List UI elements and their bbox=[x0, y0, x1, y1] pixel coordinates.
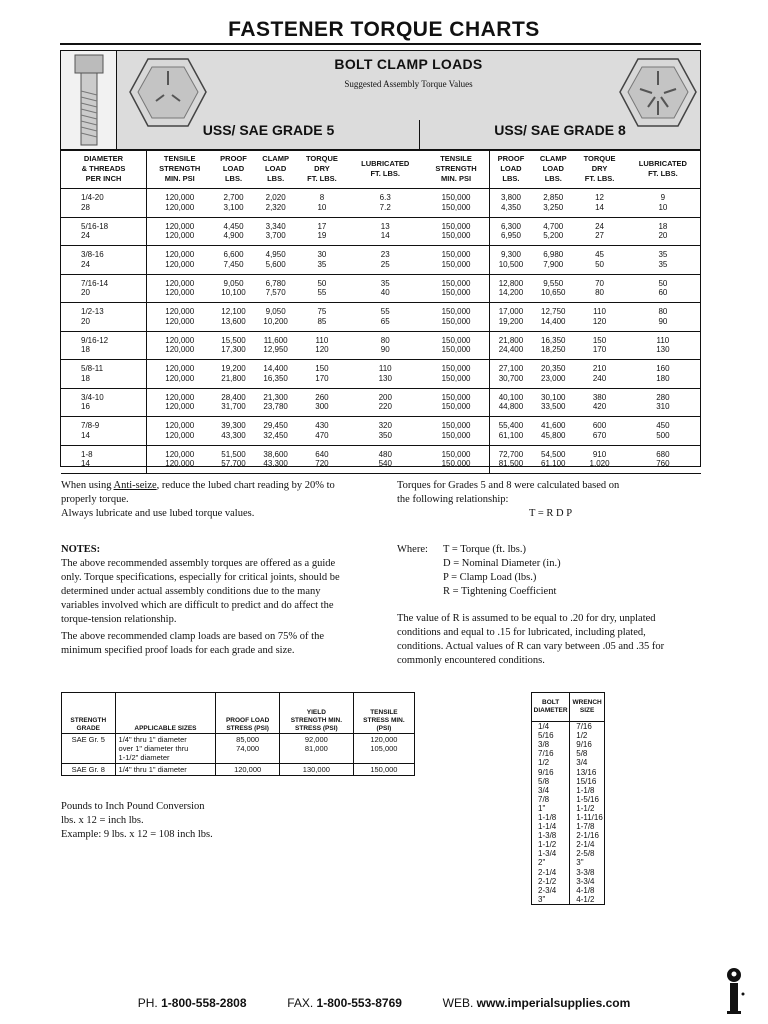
strength-col-header: APPLICABLE SIZES bbox=[115, 693, 216, 734]
table-cell: 4-1/2 bbox=[570, 895, 605, 905]
table-cell: 120,000 120,000 bbox=[147, 303, 213, 332]
table-cell: 200 220 bbox=[347, 388, 423, 417]
formula-definitions bbox=[443, 543, 703, 599]
table-row bbox=[61, 217, 701, 246]
table-cell: 3/4 bbox=[532, 786, 570, 795]
table-row bbox=[62, 734, 415, 764]
table-cell: 150,000 150,000 bbox=[423, 417, 489, 446]
table-cell: 1-3/4 bbox=[532, 849, 570, 858]
clamp-loads-subtitle: Suggested Assembly Torque Values bbox=[344, 79, 473, 89]
table-cell: 3-3/4 bbox=[570, 877, 605, 886]
table-cell: 40,100 44,800 bbox=[489, 388, 532, 417]
formula-intro-line: Torques for Grades 5 and 8 were calculated based on bbox=[397, 480, 620, 491]
table-cell: SAE Gr. 8 bbox=[62, 764, 116, 776]
table-cell: 6,780 7,570 bbox=[255, 274, 297, 303]
company-logo-icon bbox=[724, 966, 746, 1016]
table-cell: 54,500 61,100 bbox=[532, 445, 574, 474]
table-cell: 120,000 120,000 bbox=[147, 417, 213, 446]
table-cell: 6.3 7.2 bbox=[347, 189, 423, 218]
table-cell: 150,000 150,000 bbox=[423, 274, 489, 303]
table-cell: 2-1/4 bbox=[570, 840, 605, 849]
strength-table bbox=[61, 692, 415, 776]
table-cell: 1-11/16 bbox=[570, 813, 605, 822]
table-cell: 1/4" thru 1" diameter bbox=[115, 764, 216, 776]
table-cell: 12,800 14,200 bbox=[489, 274, 532, 303]
table-cell: 120,000 120,000 bbox=[147, 189, 213, 218]
footer bbox=[0, 996, 768, 1010]
table-cell: 1-1/2 bbox=[532, 840, 570, 849]
table-cell: 120,000 120,000 bbox=[147, 246, 213, 275]
table-cell: 30,100 33,500 bbox=[532, 388, 574, 417]
torque-col-header: TORQUE DRY FT. LBS. bbox=[297, 150, 347, 189]
table-cell: 5/8 bbox=[532, 777, 570, 786]
table-cell: 23 25 bbox=[347, 246, 423, 275]
table-cell: 640 720 bbox=[297, 445, 347, 474]
conversion-block bbox=[61, 800, 213, 842]
wrench-size-table bbox=[531, 692, 605, 905]
table-cell: 3" bbox=[532, 895, 570, 905]
notes-paragraph: The above recommended clamp loads are based on 75% of the minimum specified proof loads for each grade and size. bbox=[61, 631, 324, 656]
table-row bbox=[61, 303, 701, 332]
table-cell: 110 130 bbox=[347, 360, 423, 389]
table-cell: 2-3/4 bbox=[532, 886, 570, 895]
table-cell: 7/16 bbox=[570, 722, 605, 732]
table-row bbox=[532, 858, 605, 867]
table-cell: 75 85 bbox=[297, 303, 347, 332]
torque-col-header: PROOF LOAD LBS. bbox=[489, 150, 532, 189]
table-cell: 2" bbox=[532, 858, 570, 867]
table-cell: 120,000 bbox=[216, 764, 280, 776]
table-cell: 1/4 bbox=[532, 722, 570, 732]
table-cell: 150,000 bbox=[353, 764, 414, 776]
table-row bbox=[532, 777, 605, 786]
table-row bbox=[532, 813, 605, 822]
table-row bbox=[61, 274, 701, 303]
table-row bbox=[61, 388, 701, 417]
table-cell: 680 760 bbox=[625, 445, 701, 474]
table-cell: 8 10 bbox=[297, 189, 347, 218]
antiseize-text: When using bbox=[61, 480, 114, 491]
torque-col-header: PROOF LOAD LBS. bbox=[212, 150, 254, 189]
table-cell: 18 20 bbox=[625, 217, 701, 246]
table-cell: 12,100 13,600 bbox=[212, 303, 254, 332]
table-row bbox=[532, 831, 605, 840]
table-cell: 9/16 bbox=[570, 740, 605, 749]
antiseize-text: Always lubricate and use lubed torque values. bbox=[61, 508, 255, 519]
conversion-example: Example: 9 lbs. x 12 = 108 inch lbs. bbox=[61, 829, 213, 840]
table-cell: 150 170 bbox=[297, 360, 347, 389]
table-row bbox=[532, 749, 605, 758]
table-cell: 1-7/8 bbox=[570, 822, 605, 831]
torque-table-header bbox=[61, 150, 701, 189]
table-cell: 1/2 bbox=[532, 758, 570, 767]
table-row bbox=[532, 849, 605, 858]
torque-col-header: CLAMP LOAD LBS. bbox=[255, 150, 297, 189]
table-cell: 1" bbox=[532, 804, 570, 813]
strength-col-header: YIELD STRENGTH MIN. STRESS (PSI) bbox=[279, 693, 353, 734]
table-cell: 150,000 150,000 bbox=[423, 303, 489, 332]
table-cell: 11,600 12,950 bbox=[255, 331, 297, 360]
table-cell: 110 130 bbox=[625, 331, 701, 360]
table-cell: 280 310 bbox=[625, 388, 701, 417]
table-cell: 4,450 4,900 bbox=[212, 217, 254, 246]
strength-col-header: TENSILE STRESS MIN. (PSI) bbox=[353, 693, 414, 734]
table-cell: 150,000 150,000 bbox=[423, 189, 489, 218]
table-cell: 9/16-12 18 bbox=[61, 331, 147, 360]
table-row bbox=[532, 795, 605, 804]
table-cell: 3,340 3,700 bbox=[255, 217, 297, 246]
table-cell: 480 540 bbox=[347, 445, 423, 474]
phone-label: PH. bbox=[137, 996, 158, 1010]
table-cell: 38,600 43,300 bbox=[255, 445, 297, 474]
table-cell: 17 19 bbox=[297, 217, 347, 246]
torque-col-header: TENSILE STRENGTH MIN. PSI bbox=[423, 150, 489, 189]
table-cell: 120,000 120,000 bbox=[147, 388, 213, 417]
table-cell: 6,300 6,950 bbox=[489, 217, 532, 246]
table-cell: 21,800 24,400 bbox=[489, 331, 532, 360]
table-cell: 3/4 bbox=[570, 758, 605, 767]
table-cell: 7/16-14 20 bbox=[61, 274, 147, 303]
table-row bbox=[61, 417, 701, 446]
table-cell: 1-1/8 bbox=[532, 813, 570, 822]
antiseize-text: properly torque. bbox=[61, 494, 129, 505]
torque-col-header: CLAMP LOAD LBS. bbox=[532, 150, 574, 189]
table-cell: 260 300 bbox=[297, 388, 347, 417]
table-cell: 6,980 7,900 bbox=[532, 246, 574, 275]
table-cell: 45 50 bbox=[574, 246, 624, 275]
antiseize-text: , reduce the lubed chart reading by 20% to bbox=[156, 480, 335, 491]
table-cell: 3/4-10 16 bbox=[61, 388, 147, 417]
wrench-col-header: WRENCH SIZE bbox=[570, 693, 605, 722]
table-cell: 72,700 81,500 bbox=[489, 445, 532, 474]
table-cell: 30 35 bbox=[297, 246, 347, 275]
table-row bbox=[62, 764, 415, 776]
table-cell: 600 670 bbox=[574, 417, 624, 446]
table-cell: SAE Gr. 5 bbox=[62, 734, 116, 764]
table-cell: 5/8 bbox=[570, 749, 605, 758]
table-cell: 5/8-11 18 bbox=[61, 360, 147, 389]
table-cell: 150,000 150,000 bbox=[423, 331, 489, 360]
table-cell: 21,300 23,780 bbox=[255, 388, 297, 417]
table-cell: 1-1/4 bbox=[532, 822, 570, 831]
r-value-note: The value of R is assumed to be equal to .20 for dry, unplated conditions and equal to .15 for lubricated, including plated, conditions. Actual values of R can vary between .05 and .35 for commonly encountered conditions. bbox=[397, 613, 665, 666]
table-cell: 4-1/8 bbox=[570, 886, 605, 895]
table-cell: 29,450 32,450 bbox=[255, 417, 297, 446]
notes-heading: NOTES: bbox=[61, 544, 101, 555]
table-cell: 430 470 bbox=[297, 417, 347, 446]
table-row bbox=[532, 740, 605, 749]
table-row bbox=[532, 767, 605, 776]
table-cell: 3/8-16 24 bbox=[61, 246, 147, 275]
table-cell: 160 180 bbox=[625, 360, 701, 389]
wrench-col-header: BOLT DIAMETER bbox=[532, 693, 570, 722]
table-cell: 120,000 120,000 bbox=[147, 217, 213, 246]
table-cell: 39,300 43,300 bbox=[212, 417, 254, 446]
antiseize-link[interactable]: Anti-seize bbox=[113, 480, 157, 491]
notes-paragraph: The above recommended assembly torques are offered as a guide only. Torque specifications, especially for critical joints, should be determined under actual assembly conditions due to the many variables involved which are difficult to predict and do affect the torque-tension relationship. bbox=[61, 558, 340, 625]
table-cell: 1/2 bbox=[570, 731, 605, 740]
strength-table-header bbox=[62, 693, 415, 734]
table-cell: 2-5/8 bbox=[570, 849, 605, 858]
web-label: WEB. bbox=[442, 996, 474, 1010]
table-cell: 210 240 bbox=[574, 360, 624, 389]
table-cell: 19,200 21,800 bbox=[212, 360, 254, 389]
where-label: Where: bbox=[397, 544, 428, 555]
table-cell: 13 14 bbox=[347, 217, 423, 246]
table-cell: 450 500 bbox=[625, 417, 701, 446]
strength-col-header: STRENGTH GRADE bbox=[62, 693, 116, 734]
table-row bbox=[61, 445, 701, 474]
table-cell: 3-3/8 bbox=[570, 868, 605, 877]
table-cell: 9/16 bbox=[532, 767, 570, 776]
table-cell: 110 120 bbox=[574, 303, 624, 332]
formula-equation: T = R D P bbox=[529, 508, 573, 519]
table-cell: 5/16-18 24 bbox=[61, 217, 147, 246]
table-row bbox=[532, 731, 605, 740]
table-row bbox=[532, 840, 605, 849]
table-cell: 1/4-20 28 bbox=[61, 189, 147, 218]
table-cell: 1/4" thru 1" diameter over 1" diameter thru 1-1/2" diameter bbox=[115, 734, 216, 764]
table-row bbox=[532, 722, 605, 732]
torque-col-header: TORQUE DRY FT. LBS. bbox=[574, 150, 624, 189]
table-row bbox=[532, 895, 605, 905]
bolt-image bbox=[61, 51, 117, 149]
table-cell: 27,100 30,700 bbox=[489, 360, 532, 389]
table-cell: 1-5/16 bbox=[570, 795, 605, 804]
table-cell: 28,400 31,700 bbox=[212, 388, 254, 417]
table-cell: 120,000 120,000 bbox=[147, 445, 213, 474]
table-cell: 380 420 bbox=[574, 388, 624, 417]
grade5-title: USS/ SAE GRADE 5 bbox=[202, 122, 335, 138]
table-cell: 20,350 23,000 bbox=[532, 360, 574, 389]
table-cell: 7/8 bbox=[532, 795, 570, 804]
title-rule bbox=[60, 43, 701, 45]
formula-definition: P = Clamp Load (lbs.) bbox=[443, 572, 537, 583]
table-cell: 16,350 18,250 bbox=[532, 331, 574, 360]
table-cell: 51,500 57,700 bbox=[212, 445, 254, 474]
table-cell: 12,750 14,400 bbox=[532, 303, 574, 332]
table-cell: 1-8 14 bbox=[61, 445, 147, 474]
table-row bbox=[532, 804, 605, 813]
table-cell: 5/16 bbox=[532, 731, 570, 740]
table-cell: 2-1/2 bbox=[532, 877, 570, 886]
table-cell: 910 1,020 bbox=[574, 445, 624, 474]
table-cell: 1-3/8 bbox=[532, 831, 570, 840]
table-cell: 12 14 bbox=[574, 189, 624, 218]
table-cell: 3,800 4,350 bbox=[489, 189, 532, 218]
table-row bbox=[532, 877, 605, 886]
table-cell: 15/16 bbox=[570, 777, 605, 786]
table-row bbox=[532, 822, 605, 831]
table-row bbox=[532, 868, 605, 877]
table-cell: 7/8-9 14 bbox=[61, 417, 147, 446]
formula-definition: D = Nominal Diameter (in.) bbox=[443, 558, 561, 569]
strength-col-header: PROOF LOAD STRESS (PSI) bbox=[216, 693, 280, 734]
table-cell: 17,000 19,200 bbox=[489, 303, 532, 332]
table-cell: 1/2-13 20 bbox=[61, 303, 147, 332]
table-cell: 85,000 74,000 bbox=[216, 734, 280, 764]
torque-col-header: TENSILE STRENGTH MIN. PSI bbox=[147, 150, 213, 189]
table-row bbox=[61, 189, 701, 218]
table-cell: 320 350 bbox=[347, 417, 423, 446]
torque-col-header: LUBRICATED FT. LBS. bbox=[625, 150, 701, 189]
table-cell: 120,000 120,000 bbox=[147, 331, 213, 360]
table-cell: 3/8 bbox=[532, 740, 570, 749]
table-cell: 4,700 5,200 bbox=[532, 217, 574, 246]
formula-definition: R = Tightening Coefficient bbox=[443, 586, 557, 597]
table-cell: 9 10 bbox=[625, 189, 701, 218]
table-cell: 4,950 5,600 bbox=[255, 246, 297, 275]
grade8-title: USS/ SAE GRADE 8 bbox=[494, 122, 626, 138]
fax-label: FAX. bbox=[287, 996, 314, 1010]
conversion-title: Pounds to Inch Pound Conversion bbox=[61, 801, 205, 812]
wrench-table-header bbox=[532, 693, 605, 722]
table-row bbox=[61, 360, 701, 389]
table-cell: 150,000 150,000 bbox=[423, 217, 489, 246]
table-cell: 2,700 3,100 bbox=[212, 189, 254, 218]
table-cell: 2-1/4 bbox=[532, 868, 570, 877]
table-cell: 7/16 bbox=[532, 749, 570, 758]
formula-intro-line: the following relationship: bbox=[397, 494, 509, 505]
table-row bbox=[532, 786, 605, 795]
notes-block bbox=[61, 543, 340, 658]
table-cell: 80 90 bbox=[347, 331, 423, 360]
table-cell: 3" bbox=[570, 858, 605, 867]
table-cell: 1-1/2 bbox=[570, 804, 605, 813]
table-cell: 50 60 bbox=[625, 274, 701, 303]
table-cell: 80 90 bbox=[625, 303, 701, 332]
table-cell: 55 65 bbox=[347, 303, 423, 332]
grade-divider bbox=[419, 120, 420, 150]
table-row bbox=[532, 886, 605, 895]
table-cell: 150,000 150,000 bbox=[423, 388, 489, 417]
table-cell: 9,050 10,100 bbox=[212, 274, 254, 303]
table-cell: 24 27 bbox=[574, 217, 624, 246]
table-row bbox=[532, 758, 605, 767]
clamp-loads-title: BOLT CLAMP LOADS bbox=[334, 56, 483, 72]
formula-definition: T = Torque (ft. lbs.) bbox=[443, 544, 526, 555]
table-cell: 1-1/8 bbox=[570, 786, 605, 795]
table-cell: 15,500 17,300 bbox=[212, 331, 254, 360]
table-cell: 2,850 3,250 bbox=[532, 189, 574, 218]
table-row bbox=[61, 331, 701, 360]
conversion-formula: lbs. x 12 = inch lbs. bbox=[61, 815, 144, 826]
antiseize-note bbox=[61, 479, 335, 521]
table-cell: 150,000 150,000 bbox=[423, 360, 489, 389]
table-cell: 110 120 bbox=[297, 331, 347, 360]
table-cell: 120,000 120,000 bbox=[147, 274, 213, 303]
fax-number: 1-800-553-8769 bbox=[316, 996, 402, 1010]
table-cell: 55,400 61,100 bbox=[489, 417, 532, 446]
table-cell: 13/16 bbox=[570, 767, 605, 776]
table-cell: 9,550 10,650 bbox=[532, 274, 574, 303]
table-cell: 9,300 10,500 bbox=[489, 246, 532, 275]
table-row bbox=[61, 246, 701, 275]
table-cell: 130,000 bbox=[279, 764, 353, 776]
table-cell: 92,000 81,000 bbox=[279, 734, 353, 764]
table-cell: 150 170 bbox=[574, 331, 624, 360]
torque-col-header: LUBRICATED FT. LBS. bbox=[347, 150, 423, 189]
table-cell: 9,050 10,200 bbox=[255, 303, 297, 332]
table-cell: 150,000 150,000 bbox=[423, 246, 489, 275]
table-cell: 35 40 bbox=[347, 274, 423, 303]
page-title: FASTENER TORQUE CHARTS bbox=[228, 18, 540, 41]
formula-intro bbox=[397, 479, 619, 521]
table-cell: 50 55 bbox=[297, 274, 347, 303]
table-cell: 2,020 2,320 bbox=[255, 189, 297, 218]
table-cell: 6,600 7,450 bbox=[212, 246, 254, 275]
table-cell: 41,600 45,800 bbox=[532, 417, 574, 446]
table-cell: 120,000 120,000 bbox=[147, 360, 213, 389]
table-cell: 150,000 150,000 bbox=[423, 445, 489, 474]
table-cell: 120,000 105,000 bbox=[353, 734, 414, 764]
table-cell: 70 80 bbox=[574, 274, 624, 303]
table-cell: 2-1/16 bbox=[570, 831, 605, 840]
torque-table bbox=[61, 150, 701, 474]
phone-number[interactable]: 1-800-558-2808 bbox=[161, 996, 247, 1010]
table-cell: 35 35 bbox=[625, 246, 701, 275]
table-cell: 14,400 16,350 bbox=[255, 360, 297, 389]
torque-col-header: DIAMETER & THREADS PER INCH bbox=[61, 150, 147, 189]
website-link[interactable]: www.imperialsupplies.com bbox=[476, 996, 631, 1010]
